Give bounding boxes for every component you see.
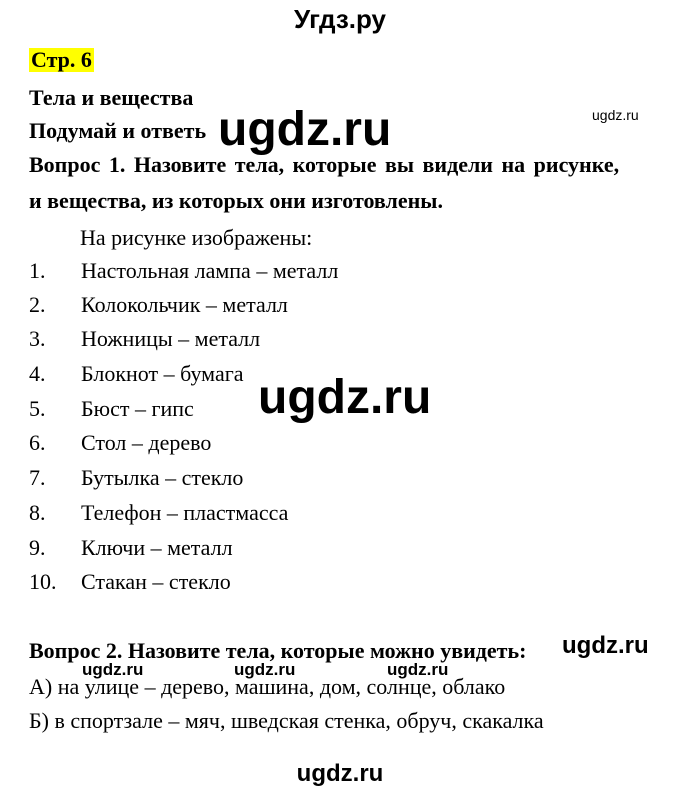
list-item: 8. Телефон – пластмасса	[29, 500, 289, 525]
list-item: 10. Стакан – стекло	[29, 569, 231, 594]
watermark: ugdz.ru	[218, 103, 392, 156]
watermark: ugdz.ru	[258, 371, 432, 424]
question-2-answer-a: А) на улице – дерево, машина, дом, солнце, облако	[29, 674, 506, 699]
list-item: 1. Настольная лампа – металл	[29, 258, 339, 283]
question-1-text-line-2: и вещества, из которых они изготовлены.	[29, 188, 443, 213]
list-item: 4. Блокнот – бумага	[29, 361, 244, 386]
list-item: 9. Ключи – металл	[29, 535, 233, 560]
section-title: Тела и вещества	[29, 85, 194, 110]
site-title: Угдз.ру	[294, 4, 386, 34]
watermark: ugdz.ru	[82, 660, 144, 679]
list-item: 5. Бюст – гипс	[29, 396, 194, 421]
watermark: ugdz.ru	[387, 660, 449, 679]
question-2-answer-b: Б) в спортзале – мяч, шведская стенка, обруч, скакалка	[29, 708, 544, 733]
footer-watermark: ugdz.ru	[296, 760, 384, 787]
list-item: 3. Ножницы – металл	[29, 326, 261, 351]
list-item: 7. Бутылка – стекло	[29, 465, 244, 490]
question-2-text: Вопрос 2. Назовите тела, которые можно увидеть:	[29, 638, 527, 663]
list-item: 2. Колокольчик – металл	[29, 292, 288, 317]
question-1-intro: На рисунке изображены:	[80, 225, 313, 250]
subsection-title: Подумай и ответь	[29, 118, 207, 143]
watermark: ugdz.ru	[562, 632, 649, 659]
page-reference: Стр. 6	[31, 47, 92, 72]
list-item: 6. Стол – дерево	[29, 430, 212, 455]
watermark: ugdz.ru	[592, 107, 639, 123]
question-1-text-line-1: Вопрос 1. Назовите тела, которые вы видели на рисунке,	[29, 152, 620, 177]
watermark: ugdz.ru	[234, 660, 296, 679]
